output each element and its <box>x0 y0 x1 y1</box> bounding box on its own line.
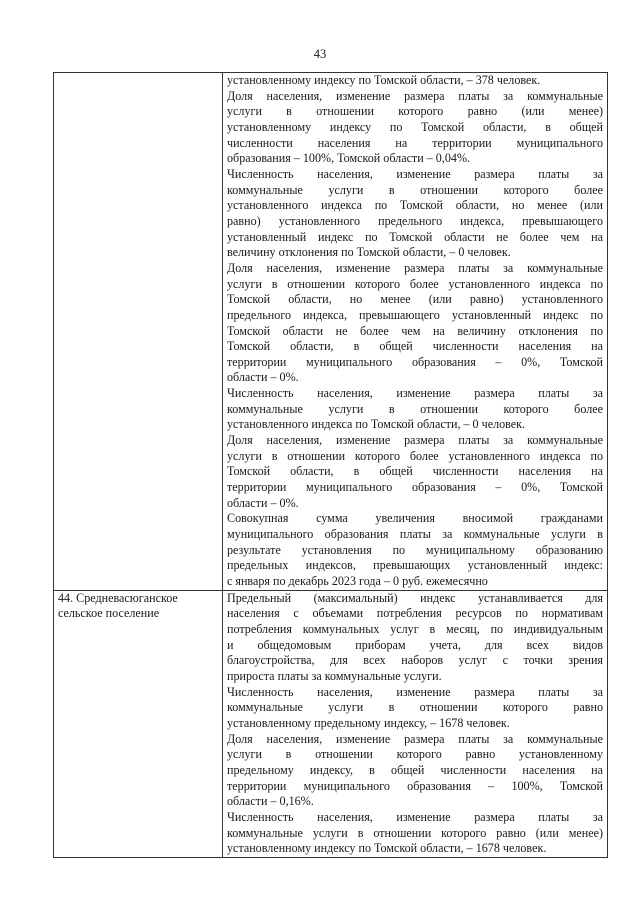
description-paragraph <box>227 591 603 685</box>
text-line: равно) установленного предельного индекса, превышающего <box>227 213 603 228</box>
municipality-name-cell <box>54 590 223 857</box>
text-line: Доля населения, изменение размера платы за коммунальные <box>227 731 603 746</box>
municipality-name-line: сельское поселение <box>58 606 160 621</box>
table-row <box>54 73 608 591</box>
text-line: услуги в отношении которого более установленного индекса по <box>227 276 603 291</box>
description-paragraph <box>227 433 603 511</box>
description-paragraph <box>227 511 603 589</box>
text-line: коммунальные услуги в отношении которого более <box>227 182 603 197</box>
text-line: прироста платы за коммунальные услуги. <box>227 668 442 683</box>
text-line: установленного индекса по Томской области, – 0 человек. <box>227 417 526 432</box>
text-line: потребления коммунальных услуг в месяц, по индивидуальным <box>227 621 603 636</box>
text-line: Томской области, в общей численности населения на <box>227 339 603 354</box>
index-description-cell <box>223 73 608 591</box>
text-line: установленный индекс по Томской области не более чем на <box>227 229 603 244</box>
text-line: Численность населения, изменение размера платы за <box>227 809 603 824</box>
text-line: услуги в отношении которого равно (или менее) <box>227 104 603 119</box>
municipality-name-line: 44. Средневасюганское <box>58 590 178 605</box>
text-line: установленному индексу по Томской области, – 378 человек. <box>227 73 541 87</box>
text-line: населения с объемами потребления ресурсов по нормативам <box>227 606 603 621</box>
text-line: численности населения на территории муниципального <box>227 135 603 150</box>
text-line: предельных индексов, превышающих установленный индекс: <box>227 558 603 573</box>
municipal-index-table <box>53 72 608 858</box>
text-line: установленному индексу по Томской области, – 1678 человек. <box>227 841 547 856</box>
text-line: территории муниципального образования – 0%, Томской <box>227 480 603 495</box>
text-line: коммунальные услуги в отношении которого равно (или менее) <box>227 825 603 840</box>
text-line: Томской области, в общей численности населения на <box>227 464 603 479</box>
text-line: Доля населения, изменение размера платы за коммунальные <box>227 433 603 448</box>
text-line: области – 0%. <box>227 495 299 510</box>
page-number: 43 <box>313 47 327 61</box>
text-line: результате установления по муниципальному образованию <box>227 542 603 557</box>
text-line: благоустройства, для всех наборов услуг с точки зрения <box>227 653 603 668</box>
text-line: Совокупная сумма увеличения вносимой гражданами <box>227 511 603 526</box>
text-line: установленного индекса по Томской области, но менее (или <box>227 198 603 213</box>
text-line: Численность населения, изменение размера платы за <box>227 166 603 181</box>
text-line: Томской области, но менее (или равно) установленного <box>227 292 603 307</box>
text-line: услуги в отношении которого более установленного индекса по <box>227 448 603 463</box>
table-row <box>54 590 608 857</box>
text-line: Доля населения, изменение размера платы за коммунальные <box>227 88 603 103</box>
text-line: Доля населения, изменение размера платы за коммунальные <box>227 260 603 275</box>
text-line: коммунальные услуги в отношении которого равно <box>227 700 603 715</box>
text-line: предельного индекса, превышающего установленный индекс по <box>227 307 603 322</box>
text-line: Численность населения, изменение размера платы за <box>227 684 603 699</box>
municipality-name-cell <box>54 73 223 591</box>
text-line: образования – 100%, Томской области – 0,04%. <box>227 151 471 166</box>
description-paragraph <box>227 89 603 167</box>
text-line: муниципального образования платы за коммунальные услуги в <box>227 527 603 542</box>
description-paragraph <box>227 386 603 433</box>
description-paragraph <box>227 261 603 386</box>
text-line: Предельный (максимальный) индекс устанавливается для <box>227 590 603 605</box>
text-line: территории муниципального образования – 100%, Томской <box>227 778 603 793</box>
description-paragraph <box>227 732 603 810</box>
text-line: услуги в отношении которого равно установленному <box>227 747 603 762</box>
text-line: области – 0,16%. <box>227 794 314 809</box>
description-paragraph <box>227 685 603 732</box>
text-line: коммунальные услуги в отношении которого более <box>227 401 603 416</box>
text-line: установленному предельному индексу, – 1678 человек. <box>227 715 510 730</box>
text-line: Численность населения, изменение размера платы за <box>227 386 603 401</box>
text-line: предельному индексу, в общей численности населения на <box>227 762 603 777</box>
text-line: с января по декабрь 2023 года – 0 руб. ежемесячно <box>227 574 488 588</box>
text-line: величину отклонения по Томской области, – 0 человек. <box>227 245 511 260</box>
text-line: и общедомовым приборам учета, для всех видов <box>227 637 603 652</box>
description-paragraph <box>227 73 603 89</box>
text-line: территории муниципального образования – 0%, Томской <box>227 354 603 369</box>
index-description-cell <box>223 590 608 857</box>
text-line: Томской области не более чем на величину отклонения по <box>227 323 603 338</box>
text-line: области – 0%. <box>227 370 299 385</box>
text-line: установленному индексу по Томской области, в общей <box>227 119 603 134</box>
description-paragraph <box>227 167 603 261</box>
description-paragraph <box>227 810 603 857</box>
